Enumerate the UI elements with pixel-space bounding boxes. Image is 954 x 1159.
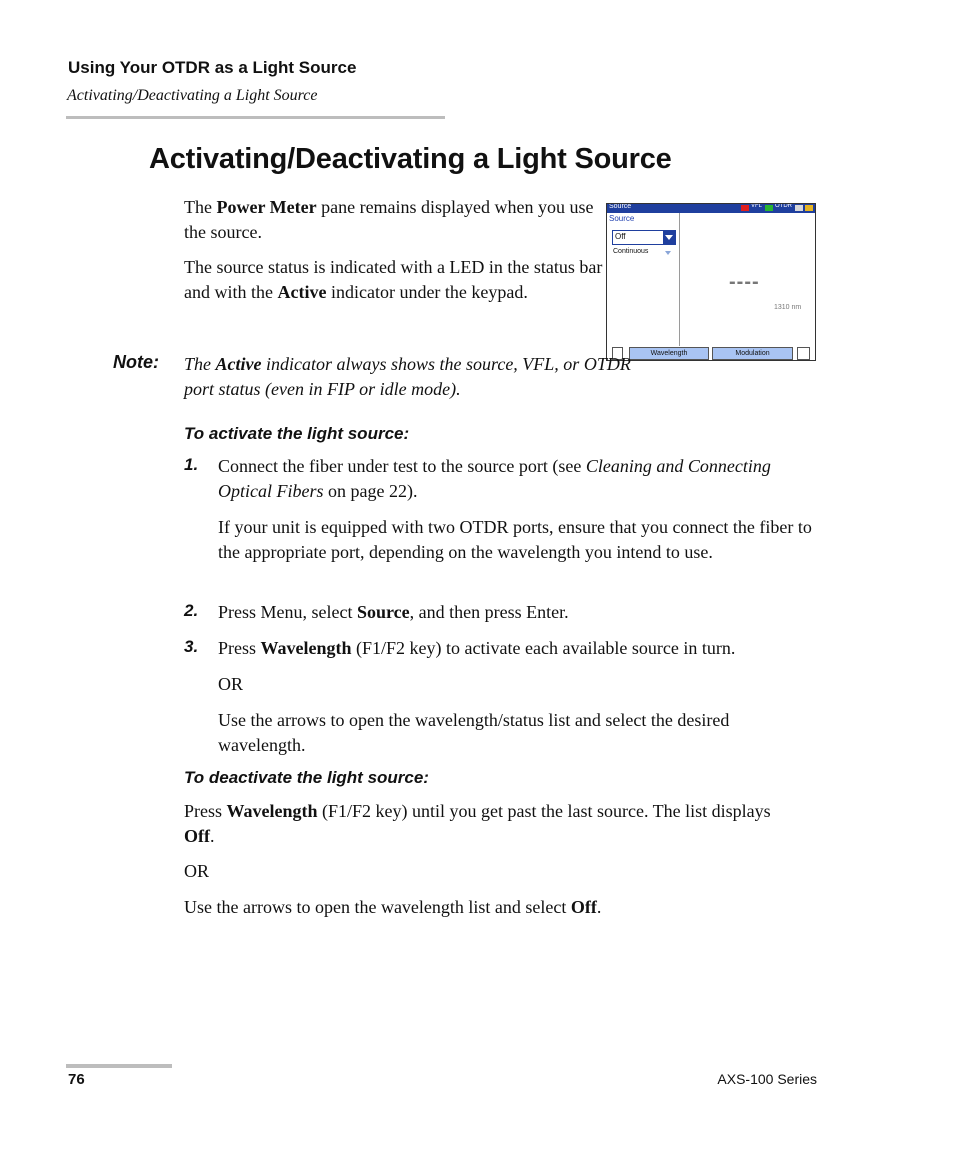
- deactivate-paragraph-1: Press Wavelength (F1/F2 key) until you get past the last source. The list displays Off.: [184, 801, 771, 846]
- note-text: The Active indicator always shows the source, VFL, or OTDR port status (even in FIP or idle mode).: [184, 354, 631, 399]
- step-3-or: OR: [218, 674, 244, 694]
- wavelength-readout: 1310 nm: [774, 304, 802, 311]
- chevron-down-icon[interactable]: [663, 231, 675, 244]
- mode-select-value[interactable]: Continuous: [613, 248, 649, 255]
- source-term: Source: [356, 602, 410, 622]
- footer-rule: [66, 1064, 172, 1068]
- power-reading: ----: [729, 271, 760, 293]
- otdr-led-icon: [765, 205, 773, 211]
- step-2-text: Press Menu, select Source, and then press Enter.: [218, 602, 569, 622]
- off-term: Off: [570, 897, 597, 917]
- deactivate-paragraph-2: Use the arrows to open the wavelength list and select Off.: [184, 897, 602, 917]
- step-1-text: Connect the fiber under test to the source port (see Cleaning and Connecting Optical Fibers on page 22).: [218, 456, 771, 501]
- product-series: AXS-100 Series: [717, 1071, 817, 1087]
- vfl-led-icon: [741, 205, 749, 211]
- wavelength-term: Wavelength: [226, 801, 318, 821]
- window-titlebar: [607, 204, 815, 213]
- deactivate-or: OR: [184, 861, 210, 881]
- step-3-text: Press Wavelength (F1/F2 key) to activate each available source in turn.: [218, 638, 736, 658]
- cross-reference-link[interactable]: Cleaning and Connecting Optical Fibers: [218, 456, 771, 501]
- page-number: 76: [68, 1071, 85, 1088]
- source-select[interactable]: [612, 230, 676, 245]
- pane-divider: [679, 213, 680, 346]
- status-icon: [795, 205, 803, 211]
- wavelength-fkey[interactable]: Wavelength: [629, 347, 709, 360]
- battery-icon: [805, 205, 813, 211]
- step-3-number: 3.: [184, 637, 199, 656]
- running-header-subtitle: Activating/Deactivating a Light Source: [67, 87, 318, 104]
- mode-chevron-down-icon[interactable]: [665, 251, 671, 255]
- active-term: Active: [277, 281, 327, 302]
- source-screen-figure: [606, 203, 816, 361]
- window-title: Source: [609, 203, 632, 210]
- note-active-term: Active: [215, 354, 262, 374]
- header-rule: [66, 116, 445, 119]
- step-2-number: 2.: [184, 601, 199, 620]
- source-select-value: Off: [615, 232, 626, 241]
- vfl-indicator: VFL: [751, 203, 763, 209]
- modulation-fkey[interactable]: Modulation: [712, 347, 793, 360]
- running-header-title: Using Your OTDR as a Light Source: [68, 58, 357, 77]
- off-term: Off: [184, 825, 210, 846]
- intro-paragraph-2: The source status is indicated with a LED in the status bar and with the Active indicator under the keypad.: [184, 257, 603, 302]
- deactivate-procedure-title: To deactivate the light source:: [184, 768, 429, 787]
- step-1-number: 1.: [184, 455, 199, 474]
- intro-paragraph-1: The Power Meter pane remains displayed when you use the source.: [184, 197, 594, 242]
- wavelength-term: Wavelength: [260, 638, 352, 658]
- section-heading: Activating/Deactivating a Light Source: [149, 143, 672, 175]
- step-3-detail: Use the arrows to open the wavelength/status list and select the desired wavelength.: [218, 710, 730, 755]
- otdr-indicator: OTDR: [775, 203, 792, 209]
- activate-procedure-title: To activate the light source:: [184, 424, 410, 443]
- step-1-detail: If your unit is equipped with two OTDR ports, ensure that you connect the fiber to the appropriate port, depending on the wavelength you intend to use.: [218, 517, 812, 562]
- source-section-label: Source: [609, 214, 635, 223]
- power-meter-term: Power Meter: [216, 197, 317, 217]
- note-label: Note:: [113, 352, 159, 372]
- fkey-blank-right[interactable]: [797, 347, 810, 360]
